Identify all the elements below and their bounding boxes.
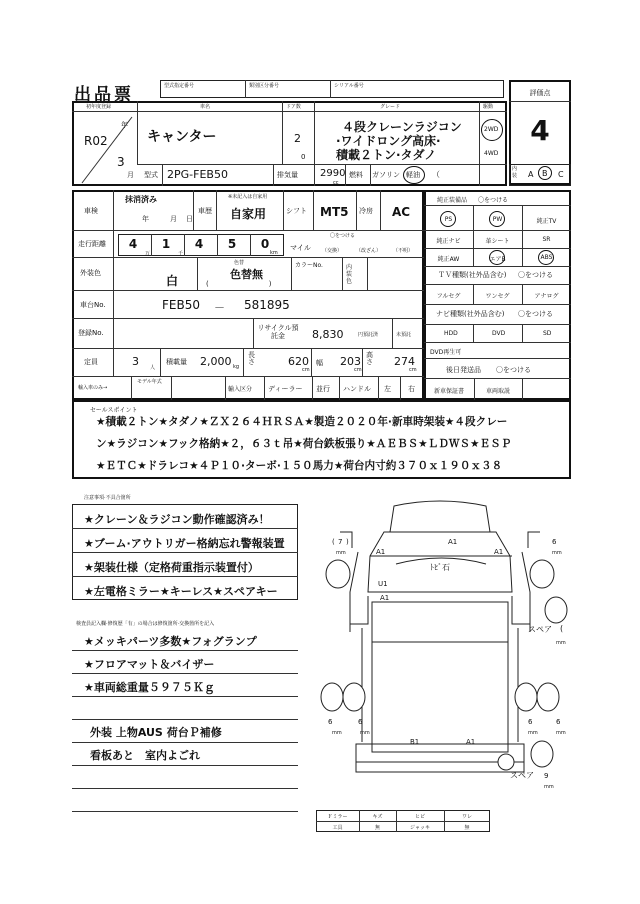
month-unit: 月 bbox=[127, 171, 134, 179]
tread-rl1-unit: mm bbox=[332, 730, 342, 736]
tread-fl: 7 bbox=[338, 538, 343, 546]
serial-label: シリアル番号 bbox=[334, 83, 364, 89]
interior-b: B bbox=[542, 169, 548, 178]
diagram-cargo-label: ﾄﾋﾞ石 bbox=[430, 563, 450, 572]
tread-fl-unit: mm bbox=[336, 550, 346, 556]
height-label: 高さ bbox=[366, 351, 373, 366]
legend-crack: ヒビ bbox=[414, 814, 425, 820]
equip-navi: 純正ナビ bbox=[436, 238, 461, 245]
navi-note: 〇をつける bbox=[518, 310, 553, 318]
header-code-row bbox=[160, 80, 504, 98]
equip-tv: 純正TV bbox=[536, 218, 557, 225]
legend-tools-value: 無 bbox=[374, 825, 380, 831]
equip-airbag: エアB bbox=[489, 256, 506, 263]
width-unit: cm bbox=[354, 367, 362, 373]
notes-label: 注意事項·不具合箇所 bbox=[84, 495, 131, 501]
drive-4wd: 4WD bbox=[484, 150, 499, 157]
legend-mirror: Ｆミラー bbox=[327, 814, 348, 820]
date-divider-line bbox=[72, 111, 137, 186]
doors-label: ドア数 bbox=[286, 104, 301, 110]
width-label: 幅 bbox=[316, 359, 323, 367]
mileage-man: 万 bbox=[145, 251, 151, 257]
equip-ps: PS bbox=[444, 216, 453, 223]
sales-line-3: ★ＥＴＣ★ドラレコ★４Ｐ１０·ターボ·１５０馬力★荷台内寸約３７０ｘ１９０ｘ３８ bbox=[96, 460, 503, 472]
shift-label: シフト bbox=[286, 207, 307, 215]
fuel-gasoline: ガソリン bbox=[372, 171, 400, 179]
import-only-label: 輸入車のみ→ bbox=[78, 385, 108, 391]
equip-pw: PW bbox=[492, 216, 503, 223]
class-code-label: 類別区分番号 bbox=[249, 83, 280, 89]
dvd-playback: DVD再生可 bbox=[430, 349, 462, 356]
equip-aw: 純正AW bbox=[437, 256, 460, 263]
mileage-label: 走行距離 bbox=[78, 240, 106, 248]
navi-dvd: DVD bbox=[492, 330, 506, 337]
equip-abs: ABS bbox=[540, 254, 553, 261]
later-warranty: 新車保証書 bbox=[433, 388, 464, 395]
fuel-diesel: 軽油 bbox=[406, 171, 420, 179]
body-history-label: 車歴 bbox=[198, 207, 212, 215]
ext-color-label: 外装色 bbox=[80, 269, 101, 277]
model-year-label: モデル年式 bbox=[137, 379, 162, 385]
height-value: 274 bbox=[394, 355, 415, 368]
legend-jack-value: 無 bbox=[464, 825, 470, 831]
fuel-other: （ bbox=[432, 170, 440, 179]
spare-front-label: スペア bbox=[528, 625, 552, 634]
insp-line-1: ★メッキパーツ多数★フォグランプ bbox=[84, 635, 257, 648]
diagram-a1-mid: A1 bbox=[380, 594, 390, 602]
chassis-prefix: FEB50 bbox=[162, 298, 200, 312]
mileage-digit-5: 0 bbox=[260, 237, 270, 251]
legend-jack: ジャッキ bbox=[410, 825, 430, 831]
insp-interior: 看板あと 室内よごれ bbox=[90, 749, 200, 762]
load-value: 2,000 bbox=[200, 355, 232, 368]
tread-rr1: 6 bbox=[528, 718, 533, 726]
tv-analog: アナログ bbox=[534, 293, 559, 300]
mileage-digit-3: 4 bbox=[194, 237, 204, 251]
handle-label: ハンドル bbox=[343, 385, 371, 393]
grade-line-1: ４段クレーンラジコン bbox=[342, 120, 462, 134]
insp-exterior: 外装 上物AUS 荷台Ｐ補修 bbox=[90, 726, 222, 739]
length-value: 620 bbox=[288, 355, 309, 368]
grade-line-2: ·ワイドロング高床· bbox=[336, 134, 441, 148]
equipment-note: 〇をつける bbox=[478, 197, 509, 204]
first-reg-month: 3 bbox=[117, 155, 125, 169]
width-value: 203 bbox=[340, 355, 361, 368]
doors-value: 2 bbox=[294, 132, 301, 145]
tread-rr2: 6 bbox=[556, 718, 561, 726]
tread-rl2: 6 bbox=[358, 718, 363, 726]
mileage-digit-1: 4 bbox=[128, 237, 138, 251]
car-name: キャンター bbox=[147, 129, 217, 145]
mileage-digit-4: 5 bbox=[227, 237, 237, 251]
later-note: 〇をつける bbox=[496, 366, 531, 374]
capacity-unit: 人 bbox=[150, 365, 156, 371]
drive-2wd: 2WD bbox=[484, 126, 499, 133]
diagram-a1-top: A1 bbox=[448, 538, 458, 546]
tread-rl2-unit: mm bbox=[360, 730, 370, 736]
year-unit: 年 bbox=[121, 121, 128, 129]
first-reg-era: R02 bbox=[84, 134, 108, 148]
mile-option: マイル bbox=[290, 244, 311, 252]
chassis-label: 車台No. bbox=[80, 301, 106, 309]
recycle-amount: 8,830 bbox=[312, 328, 344, 341]
interior-a: A bbox=[528, 170, 534, 179]
insp-line-3: ★車両総重量５９７５Ｋｇ bbox=[84, 681, 215, 694]
int-color-label: 内装色 bbox=[346, 264, 353, 285]
diagram-u1: U1 bbox=[378, 580, 388, 588]
tread-fl-open: ( bbox=[332, 538, 335, 546]
equip-sr: SR bbox=[542, 236, 551, 243]
note-line-1: ★クレーン＆ラジコン動作確認済み！ bbox=[84, 513, 270, 526]
load-label: 積載量 bbox=[166, 358, 187, 366]
sales-label: セールスポイント bbox=[90, 407, 138, 414]
tread-fr: 6 bbox=[552, 538, 557, 546]
displacement-unit: cc bbox=[333, 180, 339, 186]
capacity-value: 3 bbox=[132, 355, 139, 368]
shift-value: MT5 bbox=[320, 205, 349, 219]
color-no-label: カラーNo. bbox=[295, 262, 323, 269]
handle-right: 右 bbox=[408, 385, 415, 393]
load-unit: kg bbox=[233, 364, 240, 370]
model-code: 2PG-FEB50 bbox=[167, 168, 228, 181]
spare-front-unit: mm bbox=[556, 640, 566, 646]
model-prefix: 型式 bbox=[144, 171, 158, 179]
score-label: 評価点 bbox=[529, 89, 551, 97]
later-manual: 車両取説 bbox=[485, 388, 510, 395]
equip-leather: 革シート bbox=[485, 238, 510, 245]
import-class-label: 輸入区分 bbox=[228, 386, 253, 393]
drive-label: 駆動 bbox=[483, 104, 494, 110]
parallel-option: 並行 bbox=[316, 385, 330, 393]
tread-rr1-unit: mm bbox=[528, 730, 538, 736]
chassis-number: 581895 bbox=[244, 298, 290, 312]
chassis-dash: － bbox=[214, 301, 225, 314]
model-code-label: 型式指定番号 bbox=[164, 83, 195, 89]
spare-rear-unit: mm bbox=[544, 784, 554, 790]
tv-note: 〇をつける bbox=[518, 271, 553, 279]
grade-label: グレード bbox=[380, 104, 401, 110]
cancelled-label: 抹消済み bbox=[125, 195, 157, 204]
meter-unknown: （不明） bbox=[393, 248, 414, 254]
vehicle-damage-diagram bbox=[310, 492, 572, 802]
tread-rl1: 6 bbox=[328, 718, 333, 726]
recycle-unit: 円預託済 bbox=[358, 332, 379, 338]
mileage-km: km bbox=[270, 250, 278, 256]
insp-month-unit: 月 bbox=[170, 215, 177, 223]
note-line-3: ★架装仕様（定格荷重指示装置付） bbox=[84, 561, 259, 574]
reg-no-label: 登録No. bbox=[78, 329, 104, 337]
body-note: ※未記入は自家用 bbox=[228, 194, 268, 200]
diagram-a1-rear: A1 bbox=[466, 738, 476, 746]
handle-left: 左 bbox=[384, 385, 391, 393]
navi-hdd: HDD bbox=[444, 330, 458, 337]
capacity-label: 定員 bbox=[84, 358, 98, 366]
insp-year-unit: 年 bbox=[142, 215, 149, 223]
meter-note: 〇をつける bbox=[330, 233, 356, 239]
recycle-label: リサイクル預託金 bbox=[257, 324, 299, 340]
diagram-a1-right: A1 bbox=[494, 548, 504, 556]
tv-fullseg: フルセグ bbox=[436, 293, 461, 300]
sales-line-1: ★積載２トン★タダノ★ＺＸ２６４ＨＲＳＡ★製造２０２０年·新車時架装★４段クレー bbox=[96, 416, 508, 428]
tv-type-title: ＴＶ種類(社外品含む) bbox=[438, 271, 507, 279]
page-title: 出品票 bbox=[74, 85, 134, 105]
fuel-label: 燃料 bbox=[349, 171, 363, 179]
diagram-b1: B1 bbox=[410, 738, 420, 746]
insp-day-unit: 日 bbox=[186, 215, 193, 223]
color-change-label: 色替 bbox=[234, 260, 245, 266]
legend-tools: 工具 bbox=[332, 825, 343, 831]
tv-oneseg: ワンセグ bbox=[485, 293, 510, 300]
legend-broken: ワレ bbox=[461, 814, 472, 820]
grade-line-3: 積載２トン·タダノ bbox=[336, 148, 437, 162]
inspection-label: 車検 bbox=[84, 207, 98, 215]
displacement-value: 2990 bbox=[320, 168, 346, 179]
spare-rear-label: スペア bbox=[510, 771, 534, 780]
meter-tampered: （改ざん） bbox=[356, 248, 382, 254]
mileage-sen: 千 bbox=[178, 251, 184, 257]
meter-exchanged: （交換） bbox=[322, 248, 343, 254]
body-value: 自家用 bbox=[230, 207, 267, 221]
interior-label: 内装 bbox=[512, 166, 518, 179]
tread-rr2-unit: mm bbox=[556, 730, 566, 736]
ac-label: 冷房 bbox=[359, 207, 373, 215]
navi-type-title: ナビ種類(社外品含む) bbox=[436, 310, 505, 318]
mileage-digit-2: 1 bbox=[161, 237, 171, 251]
dealer-option: ディーラー bbox=[268, 385, 303, 393]
note-line-2: ★ブーム·アウトリガー格納忘れ警報装置 bbox=[84, 537, 285, 550]
displacement-label: 排気量 bbox=[277, 171, 298, 179]
legend-scratch: キズ bbox=[372, 814, 383, 820]
length-unit: cm bbox=[302, 367, 310, 373]
interior-c: C bbox=[558, 170, 564, 179]
height-unit: cm bbox=[409, 367, 417, 373]
first-reg-label: 初年度登録 bbox=[86, 104, 112, 110]
length-label: 長さ bbox=[248, 351, 255, 366]
ext-color-value: 白 bbox=[166, 274, 179, 288]
insp-line-2: ★フロアマット＆バイザー bbox=[84, 658, 215, 671]
ac-value: AC bbox=[392, 205, 411, 219]
note-line-4: ★左電格ミラー★キーレス★スペアキー bbox=[84, 585, 278, 598]
score-value: 4 bbox=[530, 114, 550, 147]
recycle-not: 未預託 bbox=[396, 332, 412, 338]
spare-rear-tread: 9 bbox=[544, 772, 549, 780]
doors-sub: 0 bbox=[301, 153, 306, 161]
inspector-label: 検査員記入欄·修復歴「有」の場合は修復箇所·交換箇所を記入 bbox=[76, 621, 215, 627]
sales-line-2: ン★ラジコン★フック格納★２，６３ｔ吊★荷台鉄板張り★ＡＥＢＳ★ＬＤＷＳ★ＥＳＰ bbox=[96, 438, 512, 450]
later-title: 後日発送品 bbox=[446, 366, 481, 374]
equipment-title: 純正装備品 bbox=[437, 197, 468, 204]
car-name-label: 車名 bbox=[200, 104, 211, 110]
diagram-a1-left: A1 bbox=[376, 548, 386, 556]
tread-fr-unit: mm bbox=[552, 550, 562, 556]
navi-sd: SD bbox=[543, 330, 552, 337]
color-change-value: 色替無 bbox=[230, 268, 263, 281]
